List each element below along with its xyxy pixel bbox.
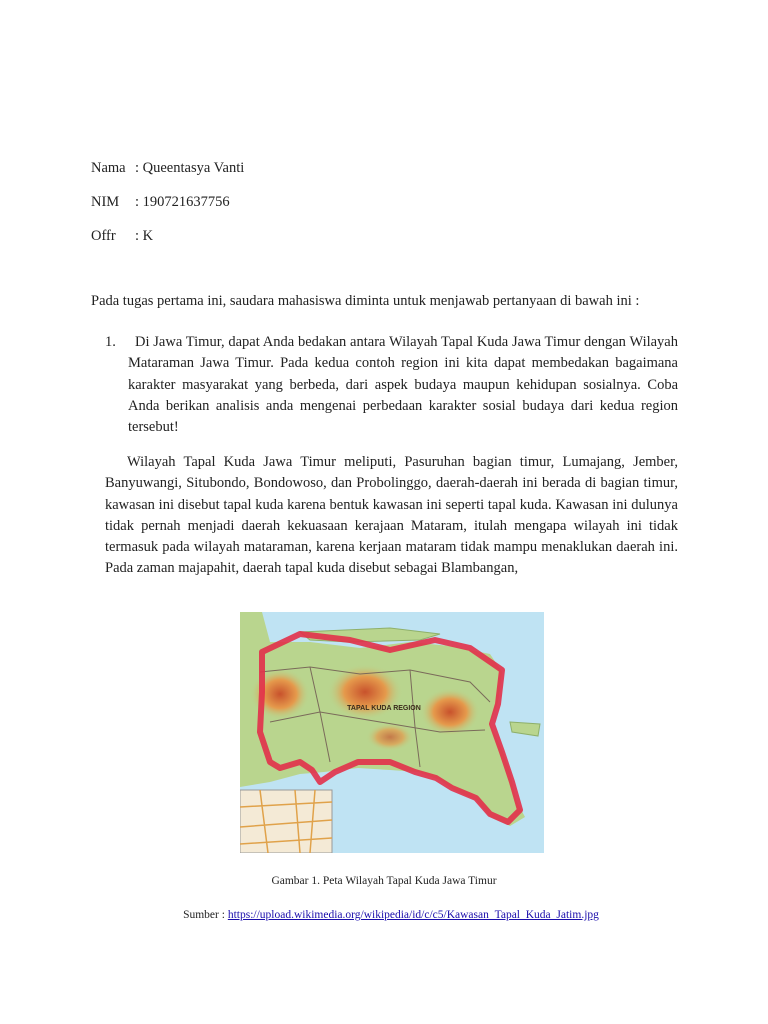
question-number: 1.	[105, 334, 116, 350]
map-image	[240, 612, 544, 853]
field-nim-value: : 190721637756	[135, 194, 230, 210]
map-highland-east	[420, 688, 480, 736]
field-nim	[91, 193, 230, 211]
source-prefix: Sumber :	[183, 909, 228, 921]
map-highland-south	[366, 723, 414, 751]
field-nim-label: NIM	[91, 194, 120, 210]
field-offr	[91, 227, 153, 245]
source-line	[0, 909, 768, 921]
figure-caption: Gambar 1. Peta Wilayah Tapal Kuda Jawa Timur	[271, 875, 497, 887]
source-link[interactable]: https://upload.wikimedia.org/wikipedia/id/c/c5/Kawasan_Tapal_Kuda_Jatim.jpg	[227, 909, 599, 921]
intro-text: Pada tugas pertama ini, saudara mahasiswa diminta untuk menjawab pertanyaan di bawah ini :	[91, 293, 640, 309]
answer-paragraph: Wilayah Tapal Kuda Jawa Timur meliputi, Pasuruhan bagian timur, Lumajang, Jember, Banyuwangi, Situbondo, Bondowoso, dan Probolinggo, daerah-daerah ini berada di bagian timur, kawasan ini disebut tapal kuda karena bentuk kawasan ini seperti tapal kuda. Kawasan ini dulunya tidak pernah menjadi daerah kekuasaan kerajaan Mataram, itulah mengapa wilayah ini tidak termasuk pada wilayah mataraman, karena kerjaan mataram tidak mampu menaklukan daerah ini. Pada zaman majapahit, daerah tapal kuda disebut sebagai Blambangan,	[105, 454, 678, 577]
question-text: Di Jawa Timur, dapat Anda bedakan antara Wilayah Tapal Kuda Jawa Timur dengan Wilayah Mataraman Jawa Timur. Pada kedua contoh region ini kita dapat membedakan bagaimana karakter masyarakat yang berbeda, dari aspek budaya maupun kehidupan sosialnya. Coba Anda berikan analisis anda mengenai perbedaan karakter sosial budaya dari kedua region tersebut!	[128, 334, 678, 436]
field-offr-label: Offr	[91, 228, 116, 244]
field-nama-value: : Queentasya Vanti	[135, 160, 245, 176]
field-offr-value: : K	[135, 228, 154, 244]
field-nama	[91, 159, 244, 177]
question-item	[105, 332, 678, 438]
field-nama-label: Nama	[91, 160, 126, 176]
tapal-kuda-map	[240, 612, 544, 853]
map-region-label: TAPAL KUDA REGION	[347, 705, 421, 712]
